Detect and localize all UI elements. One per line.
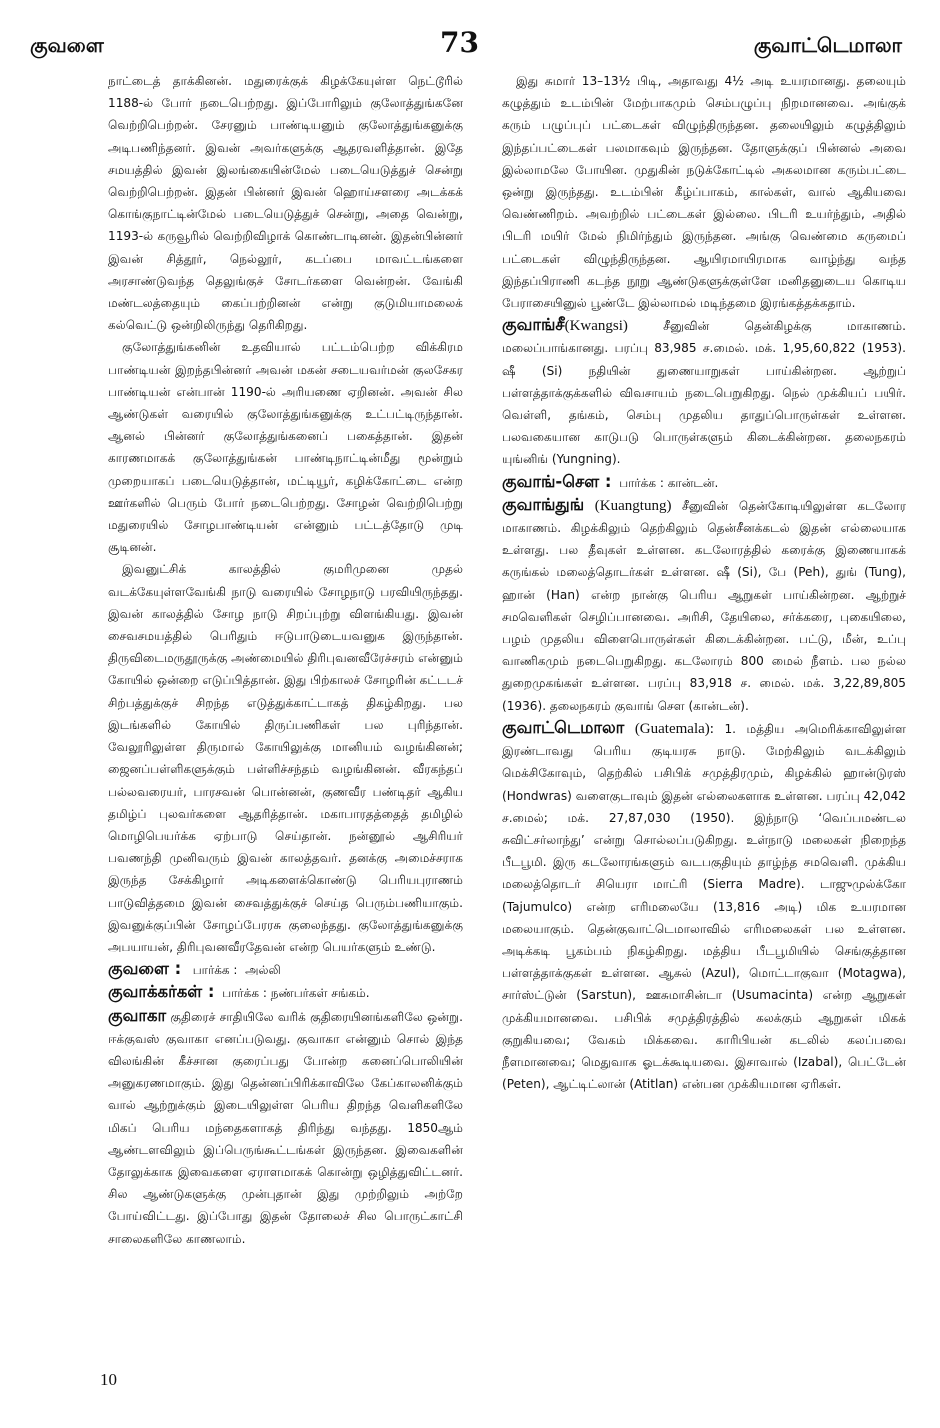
entry-kuvakkarkal xyxy=(108,981,463,1004)
paragraph: இது சுமார் 13–13½ பிடி, அதாவது 4½ அடி உயரமானது. தலையும் கழுத்தும் உடம்பின் மேற்பாகமும் செம்பழுப்பு நிறமானவை. அங்குக் கரும் பழுப்புப் பட்டைகள் விழுந்திருந்தன. தலையிலும் கழுத்திலும் இந்தப்பட்டைகள் பலமாகவும் இருந்தன. தோளுக்குப் பின்னல் அவை இல்லாமலே போயின. முதுகின் நடுக்கோட்டில் அகலமான கரும்பட்டை ஒன்று இருந்தது. உடம்பின் கீழ்ப்பாகம், கால்கள், வால் ஆகியவை வெண்ணிறம். அவற்றில் பட்டைகள் இல்லை. பிடரி உயர்ந்தும், அதில் பிடரி மயிர் மேல் நிமிர்ந்தும் இருந்தன. அங்கு வெண்மை கருமைப் பட்டைகள் விழுந்திருந்தன. ஆயிரமாயிரமாக வாழ்ந்து வந்த இந்தப்பிராணி கடந்த நூறு ஆண்டுகளுக்குள்ளே மனிதனுடைய கொடிய பேராசையினுல் பூண்டே இல்லாமல் மடிந்தமை இரங்கத்தக்கதாம். xyxy=(502,74,906,311)
paragraph: இவனுட்சிக் காலத்தில் குமரிமுனை முதல் வடக்கேயுள்ளவேங்கி நாடு வரையில் சோழநாடு பரவியிருந்தது. இவன் காலத்தில் சோழ நாடு சிறப்புற்று விளங்கியது. இவன் சைவசமயத்தில் பெரிதும் ஈடுபாடுடையவனுக இருந்தான். திருவிடைமருதூருக்கு அண்மையில் திரிபுவனவீரேச்சரம் என்னும் கோயில் ஒன்றை எடுப்பித்தான். இது பிற்காலச் சோழரின் கட்டடச் சிற்பத்துக்குச் சிறந்த எடுத்துக்காட்டாகத் திகழ்கிறது. பல இடங்களில் கோயில் திருப்பணிகள் பல புரிந்தான். வேலூரிலுள்ள திருமால் கோயிலுக்கு மானியம் வழங்கினன்; ஜைனப்பள்ளிகளுக்கும் பள்ளிச்சந்தம் வழங்கினன். வீரகந்தப் பல்லவரையர், பாரசவன் பொன்னன், குணவீர பண்டிதர் ஆகிய தமிழ்ப் புலவர்களை ஆதரித்தான். மகாபாரதத்தைத் தமிழில் மொழிபெயர்க்க ஏற்பாடு செய்தான். நன்னூல் ஆசிரியர் பவணந்தி முனிவரும் இவன் காலத்தவர். தனக்கு அமைச்சராக இருந்த சேக்கிழார் அடிகளைக்கொண்டு பெரியபுராணம் பாடுவித்தமை இவன் சைவத்துக்குச் செய்த பெரும்பணியாகும். இவனுக்குப்பின் சோழப்பேரரசு குலைந்தது. குலோத்துங்கனுக்கு அபயாயன், திரிபுவனவீரதேவன் என்ற பெயர்களும் உண்டு. xyxy=(108,562,463,954)
entry-headword: குவாட்டெமாலா xyxy=(502,717,625,737)
entry-body: சீனுவின் தென்கோடியிலுள்ள கடலோர மாகாணம். கிழக்கிலும் தெற்கிலும் தென்சீனக்கடல் இதன் எல்லையாக உள்ளது. பல தீவுகள் உள்ளன. கடலோரத்தில் கரைக்கு இணையாகக் கருங்கல் மலைத்தொடர்கள் உள்ளன. ஷீ (Si), பே (Peh), துங் (Tung), ஹான் (Han) என்ற நான்கு பெரிய ஆறுகள் பாய்கின்றன. ஆற்றுச் சமவெளிகள் செழிப்பானவை. அரிசி, தேயிலை, சர்க்கரை, புகையிலை, பழம் முதலிய விளைபொருள்கள் கிடைக்கின்றன. பட்டு, மீன், உப்பு வாணிகமும் நடைபெறுகிறது. கடலோரம் 800 மைல் நீளம். பல நல்ல துறைமுகங்கள் உள்ளன. பரப்பு 83,918 ச. மைல். மக். 3,22,89,805 (1936). தலைநகரம் குவாங் சௌ (கான்டன்). xyxy=(502,498,906,713)
entry-latin-name: (Guatemala): xyxy=(634,720,714,737)
entry-latin-name: (Kwangsi) xyxy=(564,318,628,335)
entry-headword: குவாக்கர்கள் : xyxy=(108,982,215,1002)
entry-headword: குவாங்சீ xyxy=(502,315,565,335)
running-head-left: குவளை xyxy=(30,33,104,57)
entry-guatemala xyxy=(502,717,906,1095)
entry-latin-name: (Kuangtung) xyxy=(594,497,672,514)
entry-headword: குவாங்துங் xyxy=(502,494,585,514)
entry-kuvalai xyxy=(108,958,463,981)
running-head-right: குவாட்டெமாலா xyxy=(753,33,902,57)
entry-kwangsi xyxy=(502,314,906,470)
entry-kuvang-sau xyxy=(502,471,906,494)
entry-headword: குவாங்-சௌ : xyxy=(502,471,612,491)
cross-reference: நண்பர்கள் சங்கம். xyxy=(270,986,370,1001)
entry-body: குதிரைச் சாதியிலே வரிக் குதிரையினங்களிலே ஒன்று. ஈக்குவஸ் குவாகா எனப்படுவது. குவாகா என்னும் சொல் இந்த விலங்கின் கீச்சான குரைப்பது போன்ற கனைப்பொலியின் அனுகரணமாகும். இது தென்னப்பிரிக்காவிலே கேப்காலனிக்கும் வால் ஆற்றுக்கும் இடையிலுள்ள பெரிய திறந்த வெளிகளிலே மிகப் பெரிய மந்தைகளாகத் திரிந்து வந்தது. 1850ஆம் ஆண்டளவிலும் இப்பெருங்கூட்டங்கள் இருந்தன. இவைகளின் தோலுக்காக இவைகளை ஏராளமாகக் கொன்று ஒழித்துவிட்டனர். சில ஆண்டுகளுக்கு முன்புதான் இது முற்றிலும் அற்றே போய்விட்டது. இப்போது இதன் தோலைச் சில பொருட்காட்சி சாலைகளிலே காணலாம். xyxy=(108,1009,463,1246)
entry-body: சீனுவின் தென்கிழக்கு மாகாணம். மலைப்பாங்கானது. பரப்பு 83,985 ச.மைல். மக். 1,95,60,822 (1953). ஷீ (Si) நதியின் துணையாறுகள் பாய்கின்றன. ஆற்றுப் பள்ளத்தாக்குக்களில் விவசாயம் நடைபெறுகிறது. நெல் முக்கியப் பயிர். வெள்ளி, தங்கம், செம்பு முதலிய தாதுப்பொருள்கள் உள்ளன. பலவகையான காடுபடு பொருள்களும் கிடைக்கின்றன. தலைநகரம் யுங்னிங் (Yungning). xyxy=(502,319,906,467)
paragraph: நாட்டைத் தாக்கினன். மதுரைக்குக் கிழக்கேயுள்ள நெட்டூரில் 1188-ல் போர் நடைபெற்றது. இப்போரிலும் குலோத்துங்கனே வெற்றிபெற்றன். சேரனும் பாண்டியனும் குலோத்துங்கனுக்கு அடிபணிந்தனர். இவன் அவர்களுக்கு ஆதரவளித்தான். இதே சமயத்தில் இவன் இலங்கையின்மேல் படையெடுத்துச் சென்று வெற்றிபெற்றன். இதன் பின்னர் இவன் ஹொய்சளரை அடக்கக் கொங்குநாட்டின்மேல் படையெடுத்துச் சென்று, அதை வென்று, 1193-ல் கருவூரில் வெற்றிவிழாக் கொண்டாடினன். இதன்பின்னர் இவன் சித்தூர், நெல்லூர், கடப்பை மாவட்டங்களை அரசாண்டுவந்த தெலுங்குச் சோடர்களை வென்றன். வேங்கி மண்டலத்தையும் கைப்பற்றினன் என்று குடுமியாமலைக் கல்வெட்டு ஒன்றிலிருந்து தெரிகிறது. xyxy=(108,74,463,333)
paragraph: குலோத்துங்கனின் உதவியால் பட்டம்பெற்ற விக்கிரம பாண்டியன் இறந்தபின்னர் அவன் மகன் சடையவர்மன் குலசேகர பாண்டியன் என்பான் 1190-ல் அரியணை ஏறினன். அவன் சில ஆண்டுகள் வரையில் குலோத்துங்கனுக்கு உட்பட்டிருந்தான். ஆனல் பின்னர் குலோத்துங்கனைப் பகைத்தான். இதன் காரணமாகக் குலோத்துங்கன் பாண்டிநாட்டின்மீது மூன்றும் முறையாகப் படையெடுத்தான், மட்டியூர், கழிக்கோட்டை என்ற ஊர்களில் பெரும் போர் நடைபெற்றது. சோழன் வெற்றிபெற்று மதுரையில் சோழபாண்டியன் என்னும் பட்டத்தோடு முடி சூடினன். xyxy=(108,340,463,555)
see-label: பார்க்க : xyxy=(192,963,238,978)
see-label: பார்க்க : xyxy=(619,475,664,490)
cross-reference: கான்டன். xyxy=(667,475,719,490)
signature-mark: 10 xyxy=(100,1370,117,1389)
entry-kuangtung xyxy=(502,494,906,717)
left-column xyxy=(108,70,463,1250)
page-number: 73 xyxy=(440,26,479,59)
cross-reference: அல்லி xyxy=(245,963,281,978)
entry-body: 1. மத்திய அமெரிக்காவிலுள்ள இரண்டாவது பெரிய குடியரசு நாடு. மேற்கிலும் வடக்கிலும் மெக்சிகோவும், தெற்கில் பசிபிக் சமுத்திரமும், கிழக்கில் ஹான்டுரஸ் (Hondwras) வளைகுடாவும் இதன் எல்லைகளாக உள்ளன. பரப்பு 42,042 ச.மைல்; மக். 27,87,030 (1950). இந்நாடு ‘வெப்பமண்டல சுவிட்சர்லாந்து’ என்று சொல்லப்படுகிறது. உள்நாடு மலைகள் நிறைந்த பீடபூமி. இரு கடலோரங்களும் வடபகுதியும் தாழ்ந்த சமவெளி. முக்கிய மலைத்தொடர் சியெரா மாட்ரி (Sierra Madre). டாஜுமுல்க்கோ (Tajumulco) என்ற எரிமலையே (13,816 அடி) மிக உயரமான மலையாகும். தென்குவாட்டெமாலாவில் எரிமலைகள் பல உள்ளன. அடிக்கடி பூகம்பம் நிகழ்கிறது. மத்திய பீடபூமியில் செங்குத்தான பள்ளத்தாக்குகள் உள்ளன. ஆசுல் (Azul), மொட்டாகுவா (Motagwa), சார்ஸ்ட்டுன் (Sarstun), ஊசுமாசின்டா (Usumacinta) என்ற ஆறுகள் முக்கியமானவை. பசிபிக் சமுத்திரத்தில் கலக்கும் ஆறுகள் மிகக் குறுகியவை; வேகம் மிக்கவை. காரிபியன் கடலில் கலப்பவை நீளமானவை; மெதுவாக ஓடக்கூடியவை. இசாவால் (Izabal), பெட்டேன் (Peten), ஆட்டிட்லான் (Atitlan) என்பன முக்கியமான ஏரிகள். xyxy=(502,721,906,1092)
entry-headword: குவாகா xyxy=(108,1005,167,1025)
entry-headword: குவளை : xyxy=(108,959,182,979)
right-column xyxy=(502,70,906,1095)
entry-kuvaka xyxy=(108,1005,463,1250)
see-label: பார்க்க : xyxy=(222,986,267,1001)
